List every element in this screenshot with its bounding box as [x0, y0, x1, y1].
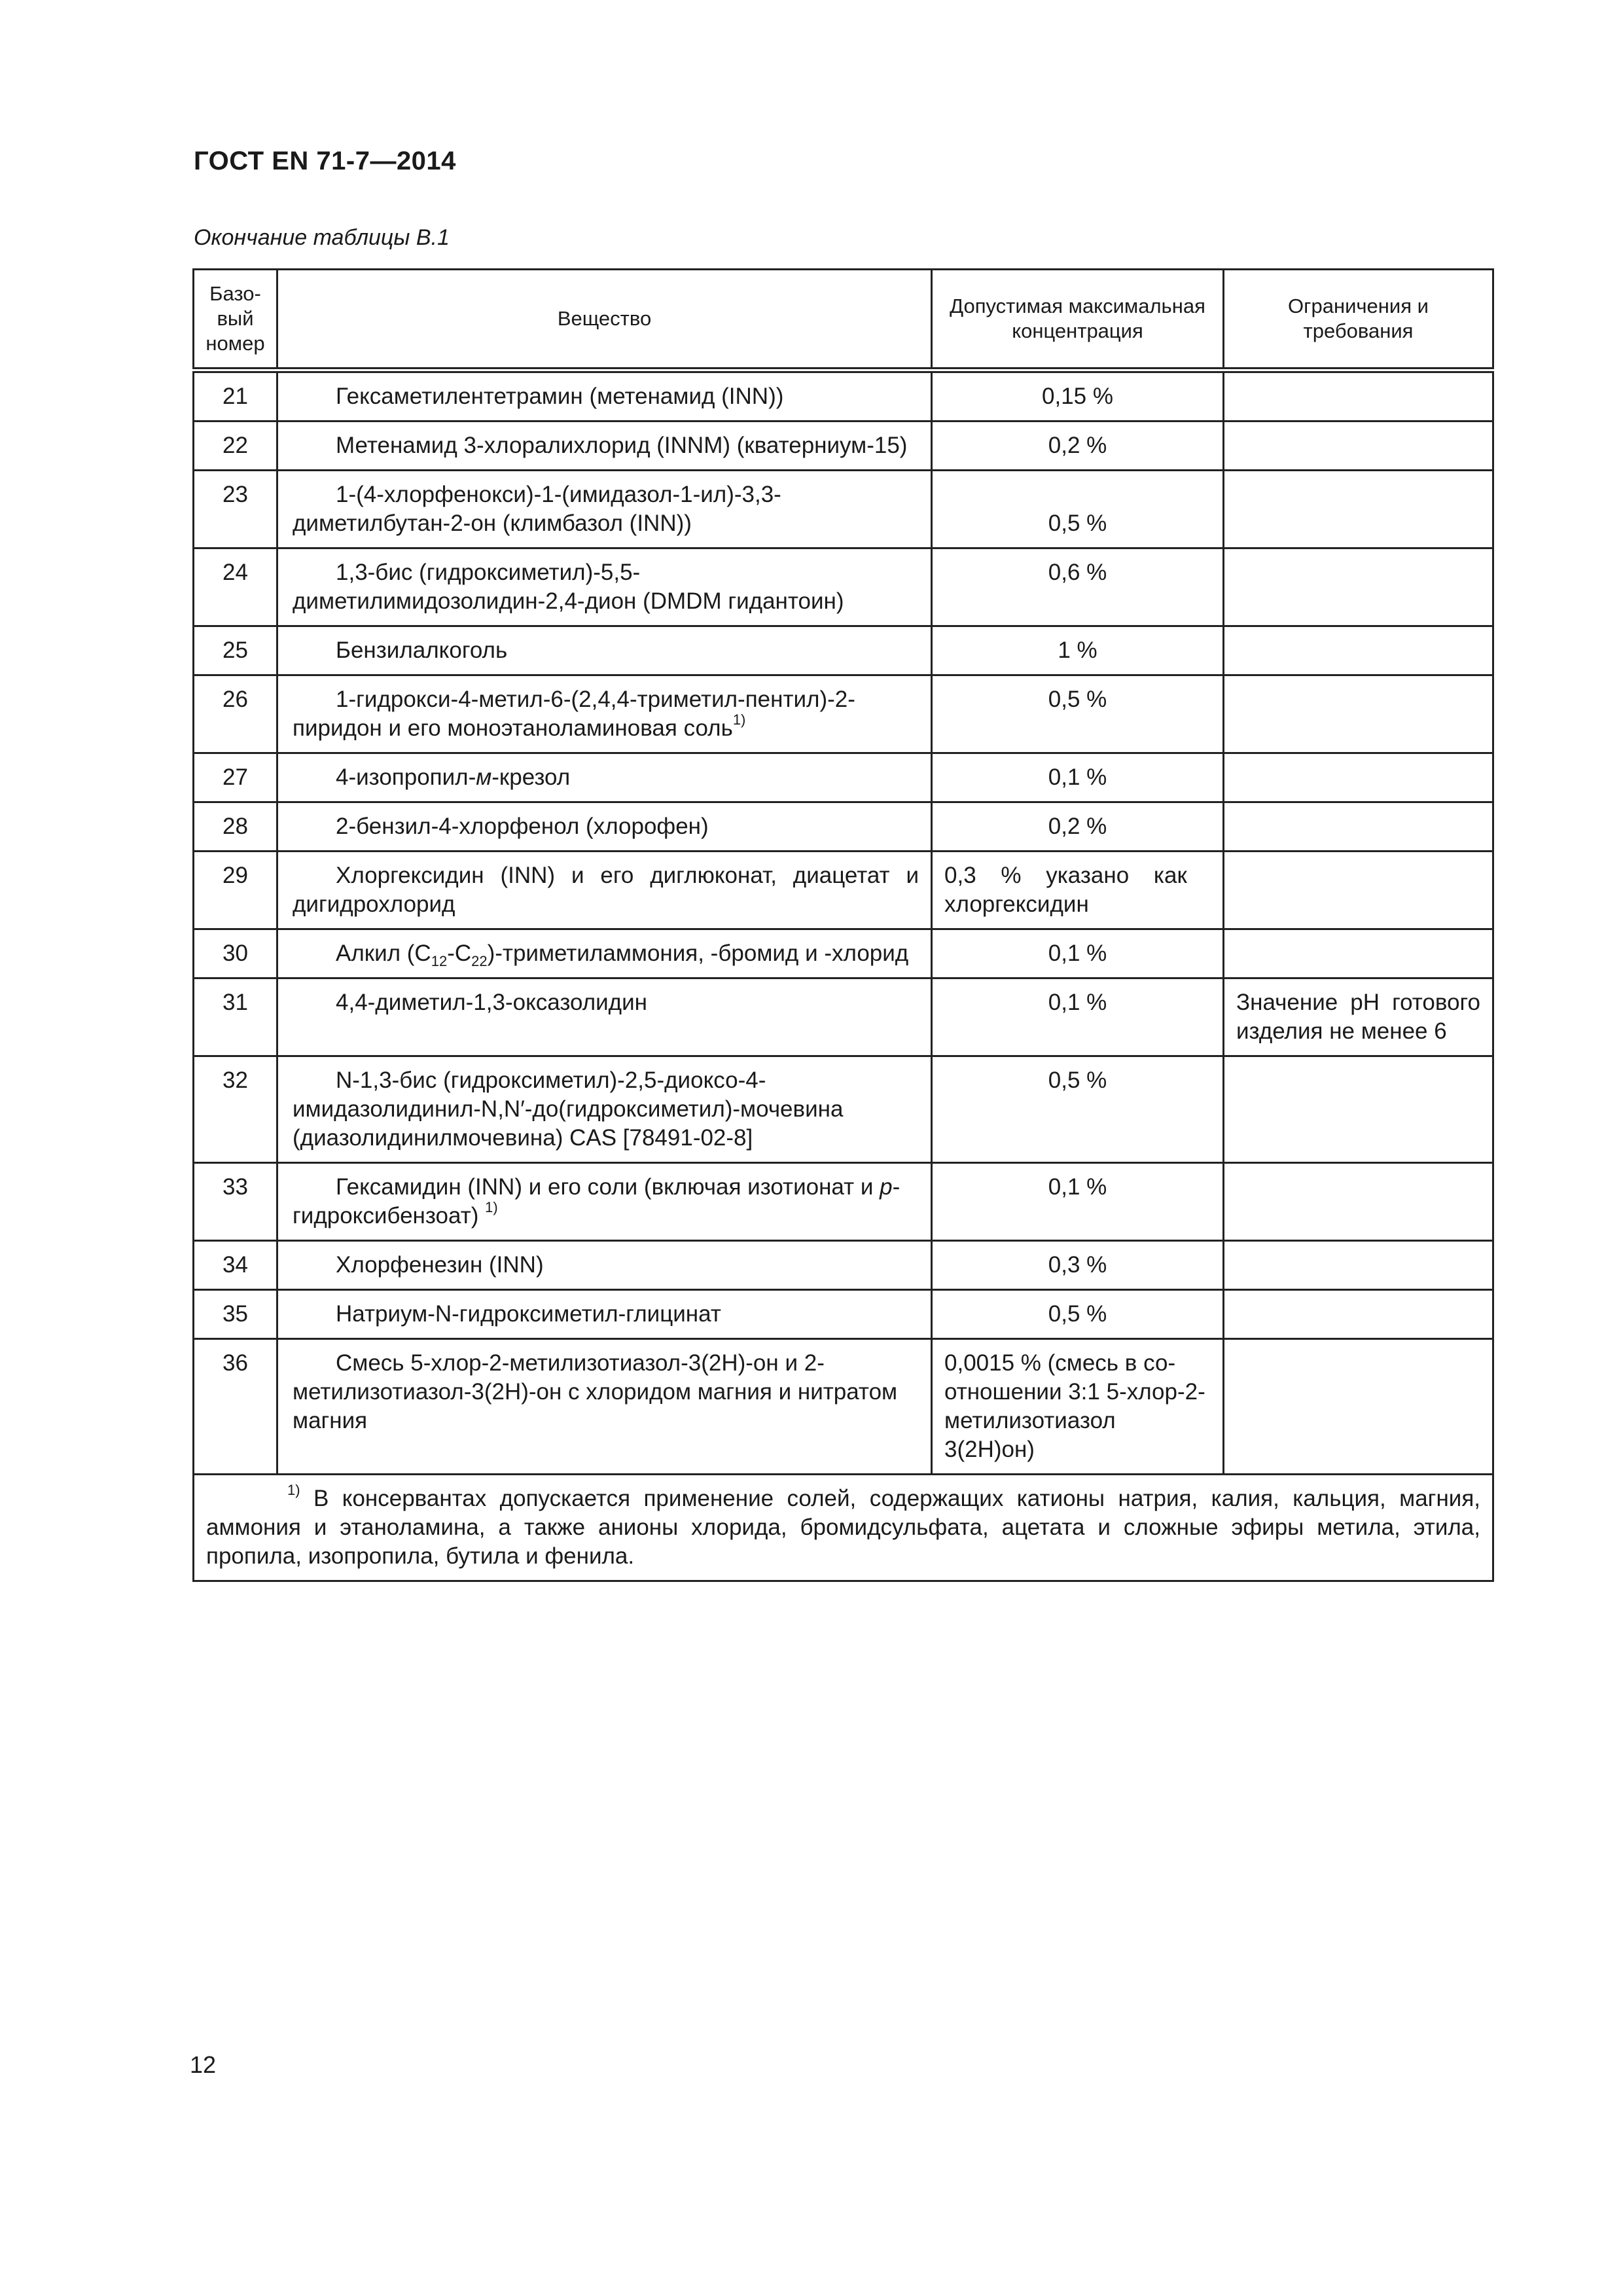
max-concentration: 0,1 %	[932, 1163, 1224, 1241]
row-number: 26	[194, 675, 277, 753]
restrictions	[1224, 852, 1493, 929]
substance-name: Гексаметилентетрамин (метенамид (INN))	[277, 370, 932, 422]
substance-name: 2-бензил-4-хлорфенол (хлорофен)	[277, 802, 932, 852]
substance-name-text: 1-гидрокси-4-метил-6-(2,4,4-триметил-пентил)-2-пиридон и его моноэтаноламиновая соль	[293, 687, 855, 741]
max-concentration: 0,5 %	[932, 471, 1224, 548]
footnote-ref: 1)	[732, 711, 746, 728]
row-number: 25	[194, 626, 277, 675]
table-row	[194, 1056, 1493, 1163]
subscript: 22	[471, 953, 488, 969]
substance-name-part: Гексамидин (INN) и его соли (включая изотионат и	[336, 1174, 880, 1200]
footnote-text: В консервантах допускается применение солей, содержащих катионы натрия, калия, кальция, магния, аммония и этаноламина, а также анионы хлорида, бромидсульфата, ацетата и сложные эфиры метила, этила, пропила, изопропила, бутила и фенила.	[206, 1486, 1480, 1569]
max-concentration: 0,2 %	[932, 422, 1224, 471]
substance-name-part: -C	[447, 941, 472, 966]
substance-name-part: )-триметиламмония, -бромид и -хлорид	[487, 941, 909, 966]
table-row	[194, 852, 1493, 929]
max-concentration: 0,5 %	[932, 675, 1224, 753]
restrictions	[1224, 471, 1493, 548]
table-row	[194, 471, 1493, 548]
substance-name-italic: p	[880, 1174, 893, 1200]
restrictions	[1224, 675, 1493, 753]
table-row	[194, 626, 1493, 675]
max-concentration: 1 %	[932, 626, 1224, 675]
column-header-number: Базо-вый номер	[194, 270, 277, 370]
row-number: 23	[194, 471, 277, 548]
subscript: 12	[431, 953, 448, 969]
restrictions	[1224, 370, 1493, 422]
row-number: 32	[194, 1056, 277, 1163]
row-number: 27	[194, 753, 277, 802]
footnote-marker: 1)	[287, 1482, 300, 1499]
substance-name: N-1,3-бис (гидроксиметил)-2,5-диоксо-4-имидазолидинил-N,N′-до(гидроксиметил)-мочевина (диазолидинилмочевина) CAS [78491-02-8]	[277, 1056, 932, 1163]
table-row	[194, 548, 1493, 626]
column-header-restrictions: Ограничения и требования	[1224, 270, 1493, 370]
restrictions	[1224, 1241, 1493, 1290]
restrictions	[1224, 929, 1493, 978]
table-header-row	[194, 270, 1493, 370]
substance-name	[277, 675, 932, 753]
substance-name: 4,4-диметил-1,3-оксазолидин	[277, 978, 932, 1056]
footnote-ref: 1)	[485, 1199, 498, 1216]
max-concentration: 0,0015 % (смесь в со-отношении 3:1 5-хлор-2-метилизотиазол 3(2H)он)	[932, 1339, 1224, 1475]
table-footnote	[194, 1475, 1493, 1581]
max-concentration: 0,1 %	[932, 978, 1224, 1056]
substance-name-part: 4-изопропил-	[336, 764, 476, 790]
table-row	[194, 802, 1493, 852]
page-number: 12	[190, 2051, 217, 2078]
restrictions	[1224, 1163, 1493, 1241]
max-concentration: 0,6 %	[932, 548, 1224, 626]
max-concentration: 0,1 %	[932, 753, 1224, 802]
row-number: 36	[194, 1339, 277, 1475]
substance-name	[277, 929, 932, 978]
max-concentration: 0,3 %	[932, 1241, 1224, 1290]
substance-name: Хлорфенезин (INN)	[277, 1241, 932, 1290]
substance-name: Натриум-N-гидроксиметил-глицинат	[277, 1290, 932, 1339]
row-number: 34	[194, 1241, 277, 1290]
max-concentration: 0,15 %	[932, 370, 1224, 422]
restrictions	[1224, 1339, 1493, 1475]
table-row	[194, 370, 1493, 422]
restrictions: Значение pH готового изделия не менее 6	[1224, 978, 1493, 1056]
restrictions	[1224, 802, 1493, 852]
restrictions	[1224, 753, 1493, 802]
substance-name: Метенамид 3-хлоралихлорид (INNM) (кватерниум-15)	[277, 422, 932, 471]
substance-name-italic: м	[476, 764, 492, 790]
row-number: 22	[194, 422, 277, 471]
substance-name: Бензилалкоголь	[277, 626, 932, 675]
substance-name: 1,3-бис (гидроксиметил)-5,5-диметилимидозолидин-2,4-дион (DMDM гидантоин)	[277, 548, 932, 626]
table-row	[194, 422, 1493, 471]
substance-name-part: -крезол	[491, 764, 571, 790]
table-row	[194, 1290, 1493, 1339]
restrictions	[1224, 1056, 1493, 1163]
max-concentration: 0,3 % указано как хлоргексидин	[932, 852, 1224, 929]
restrictions	[1224, 626, 1493, 675]
table-row	[194, 1163, 1493, 1241]
restrictions	[1224, 548, 1493, 626]
table-row	[194, 1339, 1493, 1475]
table-row	[194, 675, 1493, 753]
table-row	[194, 978, 1493, 1056]
max-concentration: 0,5 %	[932, 1056, 1224, 1163]
table-row	[194, 1241, 1493, 1290]
table-row	[194, 929, 1493, 978]
row-number: 28	[194, 802, 277, 852]
restrictions	[1224, 1290, 1493, 1339]
row-number: 33	[194, 1163, 277, 1241]
max-concentration: 0,5 %	[932, 1290, 1224, 1339]
table-caption: Окончание таблицы В.1	[194, 225, 450, 250]
row-number: 31	[194, 978, 277, 1056]
substance-name: Смесь 5-хлор-2-метилизотиазол-3(2H)-он и 2-метилизотиазол-3(2H)-он с хлоридом магния и нитратом магния	[277, 1339, 932, 1475]
column-header-concentration: Допустимая максимальная концентрация	[932, 270, 1224, 370]
substance-name-part: -гидроксибензоат)	[293, 1174, 901, 1229]
table-row	[194, 753, 1493, 802]
restrictions	[1224, 422, 1493, 471]
row-number: 21	[194, 370, 277, 422]
substance-name	[277, 1163, 932, 1241]
row-number: 30	[194, 929, 277, 978]
substance-name	[277, 753, 932, 802]
column-header-substance: Вещество	[277, 270, 932, 370]
max-concentration: 0,1 %	[932, 929, 1224, 978]
document-header: ГОСТ EN 71-7—2014	[194, 147, 456, 175]
max-concentration: 0,2 %	[932, 802, 1224, 852]
substance-name: 1-(4-хлорфенокси)-1-(имидазол-1-ил)-3,3-диметилбутан-2-он (климбазол (INN))	[277, 471, 932, 548]
substances-table	[192, 268, 1494, 1582]
row-number: 24	[194, 548, 277, 626]
footnote-row	[194, 1475, 1493, 1581]
substance-name-part: Алкил (C	[336, 941, 431, 966]
substance-name: Хлоргексидин (INN) и его диглюконат, диацетат и дигидрохлорид	[277, 852, 932, 929]
row-number: 29	[194, 852, 277, 929]
row-number: 35	[194, 1290, 277, 1339]
